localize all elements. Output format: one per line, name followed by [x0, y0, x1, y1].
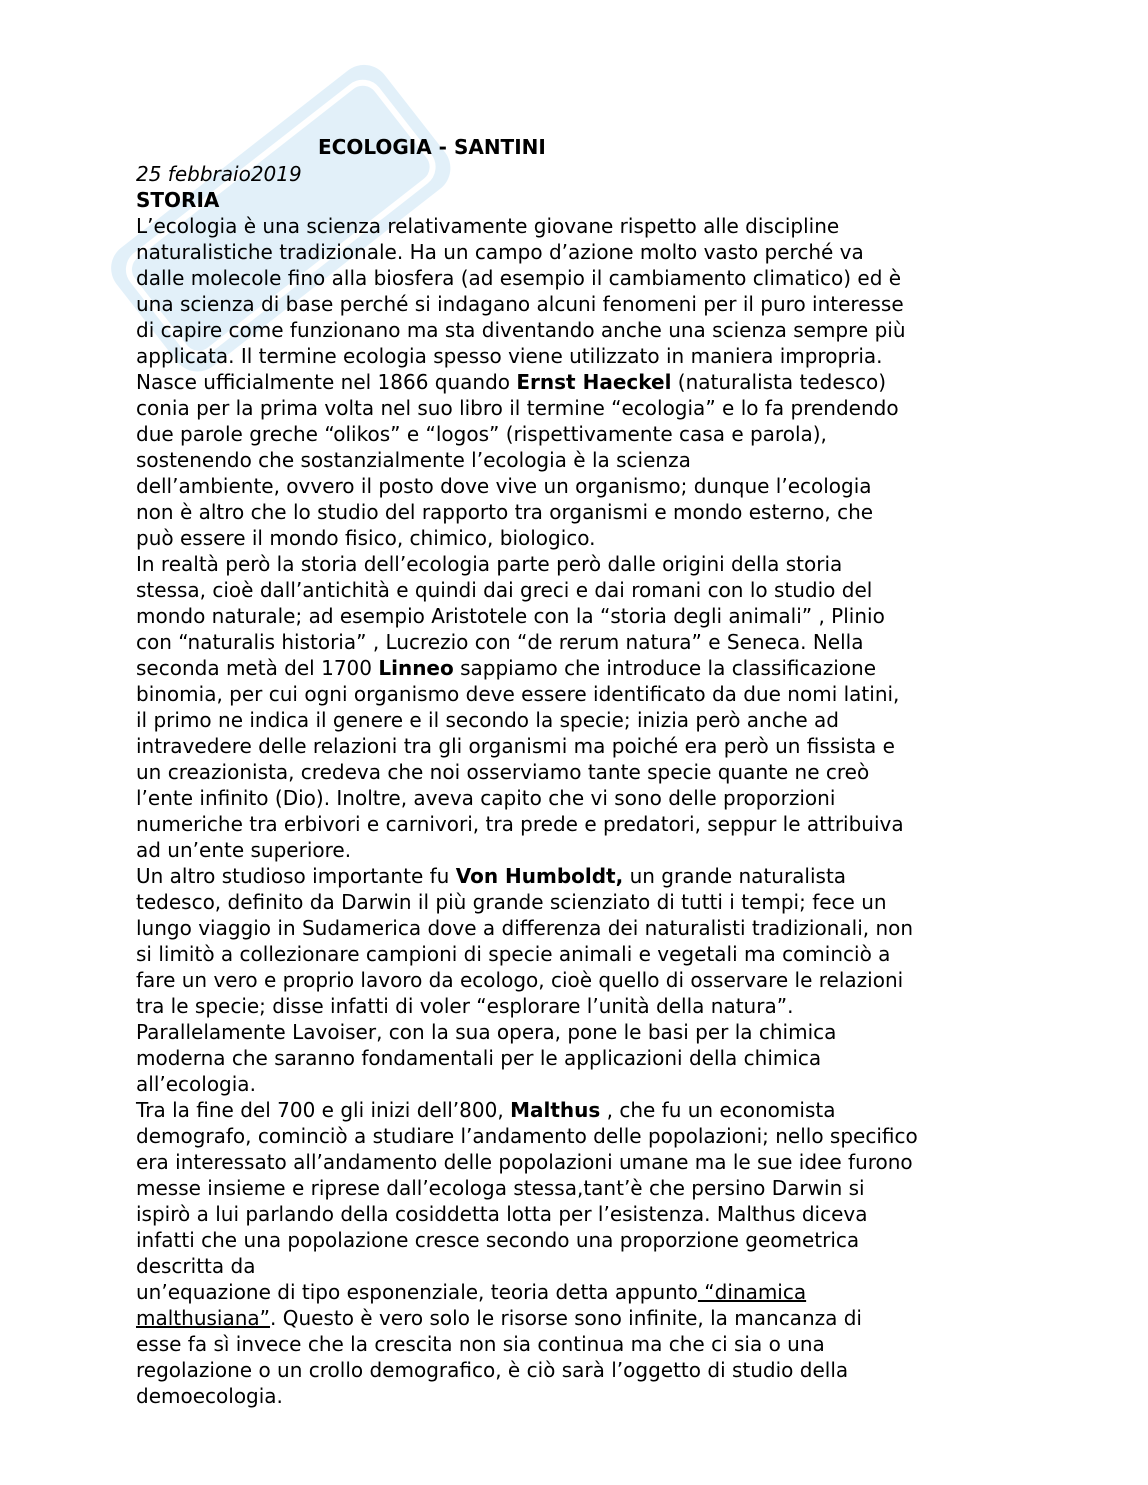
text-segment: due parole greche “olikos” e “logos” (rispettivamente casa e parola),	[136, 422, 827, 446]
text-segment: all’ecologia.	[136, 1072, 256, 1096]
text-line	[136, 941, 1026, 967]
text-line	[136, 395, 1026, 421]
text-segment: può essere il mondo fisico, chimico, biologico.	[136, 526, 596, 550]
text-line	[136, 629, 1026, 655]
paragraph	[136, 863, 1026, 1019]
text-line	[136, 473, 1026, 499]
text-line	[136, 1071, 1026, 1097]
text-line	[136, 1175, 1026, 1201]
text-line	[136, 1331, 1026, 1357]
text-segment: descritta da	[136, 1254, 256, 1278]
text-segment: era interessato all’andamento delle popolazioni umane ma le sue idee furono	[136, 1150, 913, 1174]
text-line	[136, 1357, 1026, 1383]
text-line	[136, 603, 1026, 629]
text-segment: esse fa sì invece che la crescita non sia continua ma che ci sia o una	[136, 1332, 825, 1356]
text-segment: una scienza di base perché si indagano alcuni fenomeni per il puro interesse	[136, 292, 904, 316]
text-line	[136, 811, 1026, 837]
text-line	[136, 1201, 1026, 1227]
text-segment: demografo, cominciò a studiare l’andamento delle popolazioni; nello specifico	[136, 1124, 918, 1148]
text-line	[136, 213, 1026, 239]
text-line	[136, 1253, 1026, 1279]
text-segment: , che fu un economista	[600, 1098, 836, 1122]
bold-term: Von Humboldt,	[455, 864, 624, 888]
text-segment: ispirò a lui parlando della cosiddetta lotta per l’esistenza. Malthus diceva	[136, 1202, 868, 1226]
text-segment: (naturalista tedesco)	[671, 370, 887, 394]
text-line	[136, 1227, 1026, 1253]
text-segment: dell’ambiente, ovvero il posto dove vive un organismo; dunque l’ecologia	[136, 474, 872, 498]
text-segment: In realtà però la storia dell’ecologia parte però dalle origini della storia	[136, 552, 843, 576]
text-segment: tra le specie; disse infatti di voler “esplorare l’unità della natura”.	[136, 994, 794, 1018]
text-line	[136, 1279, 1026, 1305]
text-segment: non è altro che lo studio del rapporto tra organismi e mondo esterno, che	[136, 500, 874, 524]
text-line	[136, 1149, 1026, 1175]
section-heading: STORIA	[136, 188, 220, 212]
text-segment: binomia, per cui ogni organismo deve essere identificato da due nomi latini,	[136, 682, 900, 706]
text-segment: un creazionista, credeva che noi osserviamo tante specie quante ne creò	[136, 760, 870, 784]
text-segment: naturalistiche tradizionale. Ha un campo d’azione molto vasto perché va	[136, 240, 864, 264]
text-line	[136, 681, 1026, 707]
paragraph	[136, 1019, 1026, 1097]
text-segment: si limitò a collezionare campioni di specie animali e vegetali ma cominciò a	[136, 942, 891, 966]
document-title: ECOLOGIA - SANTINI	[318, 135, 546, 159]
text-segment: il primo ne indica il genere e il secondo la specie; inizia però anche ad	[136, 708, 839, 732]
text-line	[136, 733, 1026, 759]
text-line	[136, 785, 1026, 811]
text-segment: sappiamo che introduce la classificazione	[453, 656, 877, 680]
text-line	[136, 837, 1026, 863]
bold-term: Linneo	[378, 656, 454, 680]
bold-term: Ernst Haeckel	[516, 370, 672, 394]
paragraph	[136, 213, 1026, 551]
text-line	[136, 317, 1026, 343]
text-segment: Parallelamente Lavoiser, con la sua opera, pone le basi per la chimica	[136, 1020, 837, 1044]
text-line	[136, 499, 1026, 525]
underlined-term: malthusiana”	[136, 1306, 271, 1330]
text-segment: lungo viaggio in Sudamerica dove a differenza dei naturalisti tradizionali, non	[136, 916, 914, 940]
text-segment: dalle molecole fino alla biosfera (ad esempio il cambiamento climatico) ed è	[136, 266, 902, 290]
paragraph	[136, 551, 1026, 863]
text-segment: sostenendo che sostanzialmente l’ecologia è la scienza	[136, 448, 691, 472]
text-segment: un’equazione di tipo esponenziale, teoria detta appunto	[136, 1280, 698, 1304]
text-line	[136, 863, 1026, 889]
text-segment: con “naturalis historia” , Lucrezio con “de rerum natura” e Seneca. Nella	[136, 630, 864, 654]
text-line	[136, 993, 1026, 1019]
bold-term: Malthus	[510, 1098, 601, 1122]
text-segment: moderna che saranno fondamentali per le applicazioni della chimica	[136, 1046, 822, 1070]
text-line	[136, 889, 1026, 915]
text-segment: numeriche tra erbivori e carnivori, tra prede e predatori, seppur le attribuiva	[136, 812, 904, 836]
text-line	[136, 1123, 1026, 1149]
text-line	[136, 707, 1026, 733]
text-segment: L’ecologia è una scienza relativamente giovane rispetto alle discipline	[136, 214, 840, 238]
text-line	[136, 915, 1026, 941]
text-segment: tedesco, definito da Darwin il più grande scienziato di tutti i tempi; fece un	[136, 890, 887, 914]
text-segment: applicata. Il termine ecologia spesso viene utilizzato in maniera impropria.	[136, 344, 883, 368]
text-line	[136, 1019, 1026, 1045]
text-segment: conia per la prima volta nel suo libro il termine “ecologia” e lo fa prendendo	[136, 396, 899, 420]
body-text	[136, 213, 1026, 1409]
text-line	[136, 291, 1026, 317]
text-segment: mondo naturale; ad esempio Aristotele con la “storia degli animali” , Plinio	[136, 604, 885, 628]
text-line	[136, 343, 1026, 369]
text-line	[136, 967, 1026, 993]
text-segment: di capire come funzionano ma sta diventando anche una scienza sempre più	[136, 318, 906, 342]
text-line	[136, 1097, 1026, 1123]
paragraph	[136, 1097, 1026, 1409]
text-segment: infatti che una popolazione cresce secondo una proporzione geometrica	[136, 1228, 860, 1252]
text-line	[136, 551, 1026, 577]
text-line	[136, 1383, 1026, 1409]
text-line	[136, 421, 1026, 447]
text-line	[136, 447, 1026, 473]
text-line	[136, 265, 1026, 291]
text-segment: seconda metà del 1700	[136, 656, 379, 680]
text-segment: stessa, cioè dall’antichità e quindi dai greci e dai romani con lo studio del	[136, 578, 873, 602]
text-segment: Nasce ufficialmente nel 1866 quando	[136, 370, 517, 394]
document-page	[136, 133, 1026, 1409]
text-segment: fare un vero e proprio lavoro da ecologo, cioè quello di osservare le relazioni	[136, 968, 904, 992]
text-line	[136, 239, 1026, 265]
text-segment: Un altro studioso importante fu	[136, 864, 456, 888]
text-line	[136, 369, 1026, 395]
text-segment: . Questo è vero solo le risorse sono infinite, la mancanza di	[270, 1306, 862, 1330]
text-line	[136, 525, 1026, 551]
text-segment: messe insieme e riprese dall’ecologa stessa,tant’è che persino Darwin si	[136, 1176, 865, 1200]
text-line	[136, 655, 1026, 681]
text-segment: ad un’ente superiore.	[136, 838, 352, 862]
text-segment: intravedere delle relazioni tra gli organismi ma poiché era però un fissista e	[136, 734, 895, 758]
text-segment: l’ente infinito (Dio). Inoltre, aveva capito che vi sono delle proporzioni	[136, 786, 836, 810]
text-segment: demoecologia.	[136, 1384, 283, 1408]
text-line	[136, 577, 1026, 603]
text-segment: Tra la fine del 700 e gli inizi dell’800,	[136, 1098, 511, 1122]
text-segment: regolazione o un crollo demografico, è ciò sarà l’oggetto di studio della	[136, 1358, 849, 1382]
underlined-term: “dinamica	[697, 1280, 807, 1304]
text-segment: un grande naturalista	[623, 864, 847, 888]
document-date: 25 febbraio2019	[136, 162, 302, 186]
text-line	[136, 759, 1026, 785]
text-line	[136, 1045, 1026, 1071]
text-line	[136, 1305, 1026, 1331]
